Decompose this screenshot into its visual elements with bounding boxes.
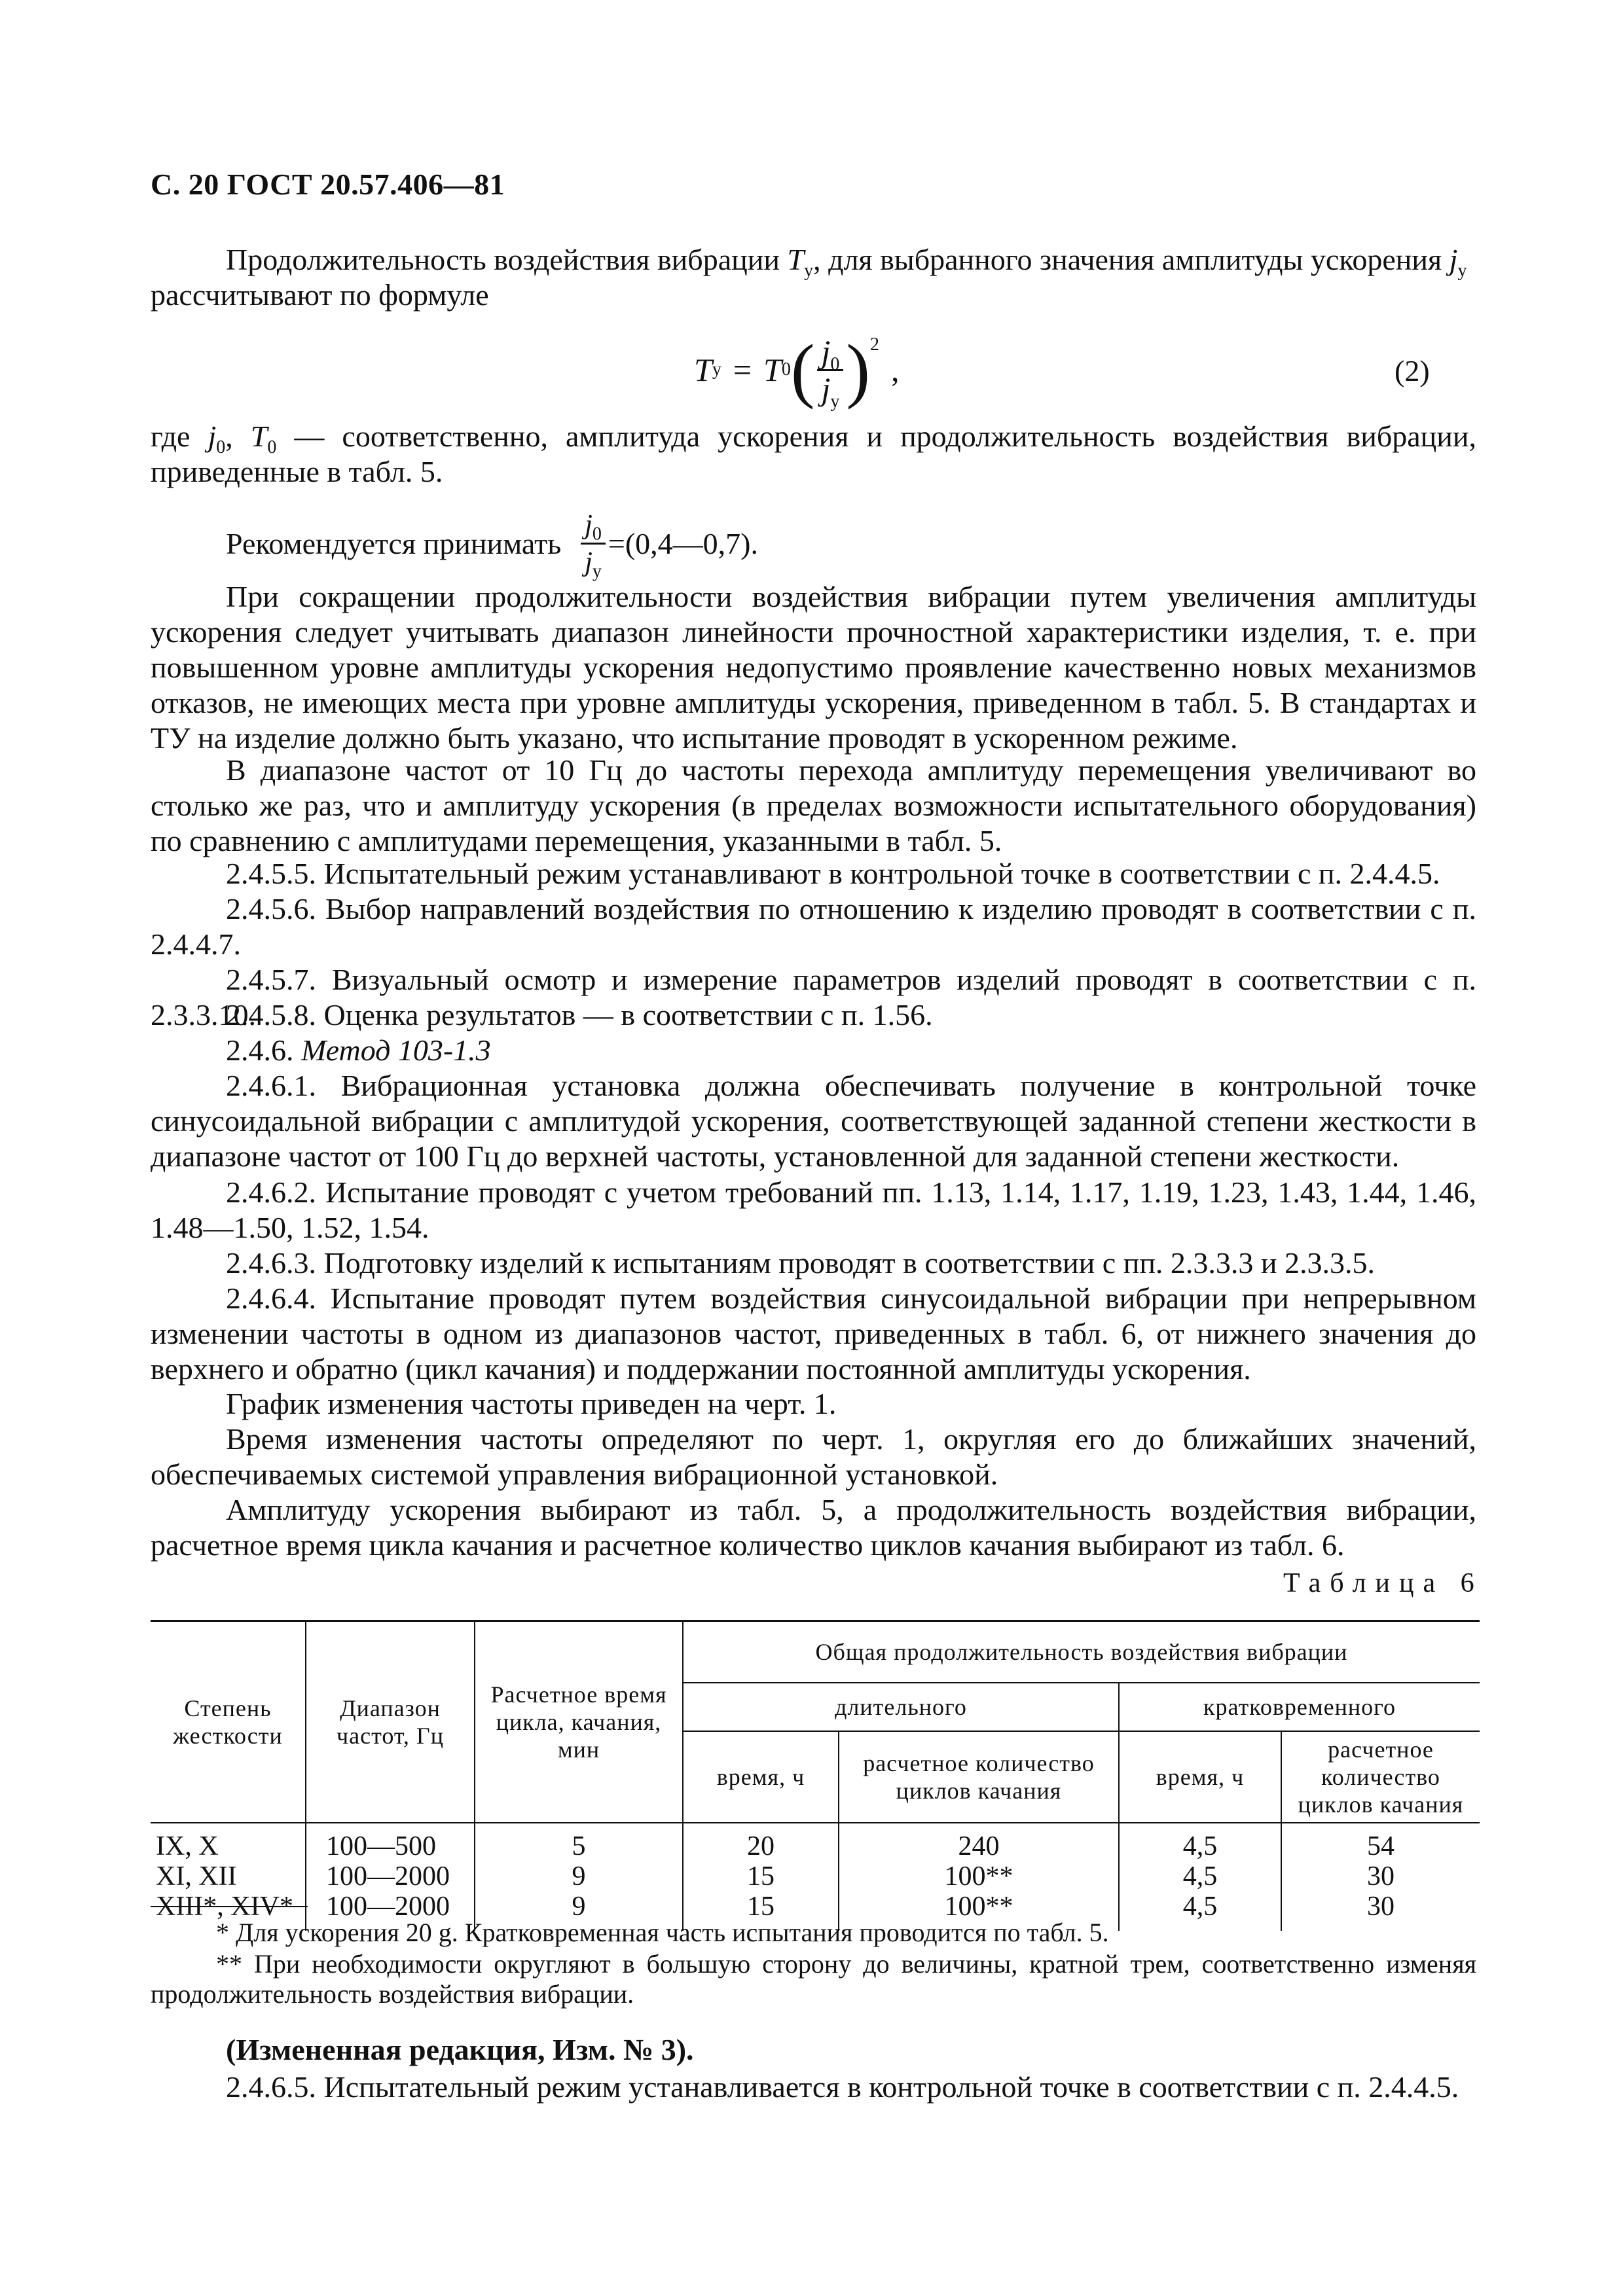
footnote-2: ** При необходимости округляют в большую сторону до величины, кратной трем, соответственно изменяя продолжительность воздействия вибрации. (151, 1949, 1476, 2009)
recommend-line: Рекомендуется принимать $\frac{j_0}{j_у}$ =(0,4—0,7). (151, 507, 1476, 580)
header-range: Диапазон частот, Гц (306, 1621, 475, 1823)
header-total: Общая продолжительность воздействия вибрации (683, 1621, 1480, 1683)
header-severity: Степень жесткости (151, 1621, 306, 1823)
header-cycle-time: Расчетное время цикла, качания, мин (475, 1621, 683, 1823)
amendment-note: (Измененная редакция, Изм. № 3). (226, 2033, 694, 2066)
paragraph-graph: График изменения частоты приведен на черт. 1. (226, 1387, 837, 1420)
page-header: С. 20 ГОСТ 20.57.406—81 (151, 168, 505, 201)
paragraph-2-4-5-8: 2.4.5.8. Оценка результатов — в соответствии с п. 1.56. (226, 998, 933, 1031)
intro-paragraph-cont: рассчитывают по формуле (151, 278, 489, 312)
paragraph-range: В диапазоне частот от 10 Гц до частоты перехода амплитуду перемещения увеличивают во столько же раз, что и амплитуду ускорения (в пределах возможности испытательного оборудования) по сравнению с амплитудами перемещения, указанными в табл. 5. (151, 753, 1476, 857)
header-long: длительного (683, 1683, 1119, 1731)
paragraph-time: Время изменения частоты определяют по черт. 1, округляя его до ближайших значений, обеспечиваемых системой управления вибрационной установкой. (151, 1422, 1476, 1491)
header-long-time: время, ч (683, 1731, 839, 1823)
footnote-1: * Для ускорения 20 g. Кратковременная часть испытания проводится по табл. 5. (216, 1918, 1109, 1947)
formula-2: T у = T 0 ( $\frac{j_0}{j_у}$ ) $^2$ , (694, 330, 900, 412)
header-short-time: время, ч (1119, 1731, 1281, 1823)
paragraph-2-4-6-3: 2.4.6.3. Подготовку изделий к испытаниям проводят в соответствии с пп. 2.3.3.3 и 2.3.3.5. (226, 1246, 1376, 1280)
equation-number: (2) (1395, 354, 1430, 387)
intro-paragraph: Продолжительность воздействия вибрации $T_у$, для выбранного значения амплитуды ускорения $j_у$ (226, 243, 1467, 281)
where-clause: где $j_0$, $T_0$ — соответственно, амплитуда ускорения и продолжительность воздействия вибрации, приведенные в табл. 5. (151, 420, 1476, 488)
paragraph-2-4-5-7: 2.4.5.7. Визуальный осмотр и измерение параметров изделий проводят в соответствии с п. 2.3.3.10. (151, 963, 1476, 1031)
paragraph-2-4-6-1: 2.4.6.1. Вибрационная установка должна обеспечивать получение в контрольной точке синусоидальной вибрации с амплитудой ускорения, соответствующей заданной степени жесткости в диапазоне частот от 100 Гц до верхней частоты, установленной для заданной степени жесткости. (151, 1069, 1476, 1173)
formula-fraction: $\frac{j_0}{j_у}$ (817, 334, 843, 406)
header-short-cycles: расчетное количество циклов качания (1281, 1731, 1480, 1823)
paragraph-2-4-5-6: 2.4.5.6. Выбор направлений воздействия по отношению к изделию проводят в соответствии с п. 2.4.4.7. (151, 892, 1476, 961)
header-long-cycles: расчетное количество циклов качания (839, 1731, 1119, 1823)
table-title: Таблица 6 (1283, 1568, 1484, 1598)
section-2-4-6: 2.4.6. Метод 103-1.3 (226, 1033, 491, 1067)
table-row: XI, XII 100—2000 9 15 100** 4,5 30 (151, 1861, 1480, 1892)
paragraph-2-4-6-5: 2.4.6.5. Испытательный режим устанавливается в контрольной точке в соответствии с п. 2.4.4.5. (226, 2070, 1459, 2104)
paragraph-2-4-6-2: 2.4.6.2. Испытание проводят с учетом требований пп. 1.13, 1.14, 1.17, 1.19, 1.23, 1.43, 1.44, 1.46, 1.48—1.50, 1.52, 1.54. (151, 1175, 1476, 1244)
paragraph-amplitude: Амплитуду ускорения выбирают из табл. 5, а продолжительность воздействия вибрации, расчетное время цикла качания и расчетное количество циклов качания выбирают из табл. 6. (151, 1493, 1476, 1562)
footnote-rule (151, 1906, 308, 1907)
paragraph-2-4-5-5: 2.4.5.5. Испытательный режим устанавливают в контрольной точке в соответствии с п. 2.4.4.5. (226, 857, 1440, 890)
paragraph-2-4-6-4: 2.4.6.4. Испытание проводят путем воздействия синусоидальной вибрации при непрерывном изменении частоты в одном из диапазонов частот, приведенных в табл. 6, от нижнего значения до верхнего и обратно (цикл качания) и поддержании постоянной амплитуды ускорения. (151, 1282, 1476, 1386)
header-short: кратковременного (1119, 1683, 1480, 1731)
table-6 (151, 1620, 1480, 1931)
table-row: IX, X 100—500 5 20 240 4,5 54 (151, 1823, 1480, 1861)
paragraph-reduction: При сокращении продолжительности воздействия вибрации путем увеличения амплитуды ускорения следует учитывать диапазон линейности прочностной характеристики изделия, т. е. при повышенном уровне амплитуды ускорения недопустимо проявление качественно новых механизмов отказов, не имеющих места при уровне амплитуды ускорения, приведенном в табл. 5. В стандартах и ТУ на изделие должно быть указано, что испытание проводят в ускоренном режиме. (151, 580, 1476, 755)
table-row: XIII*, XIV* 100—2000 9 15 100** 4,5 30 (151, 1892, 1480, 1931)
